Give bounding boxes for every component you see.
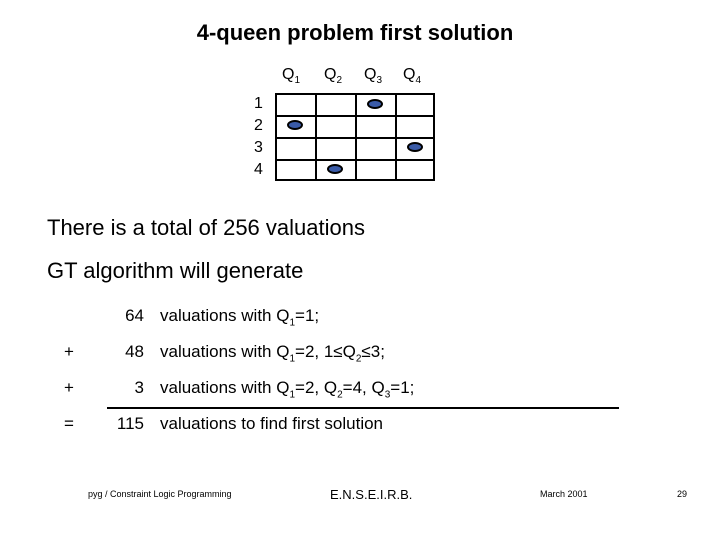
column-header-q1	[282, 66, 300, 86]
description-text: ≤3;	[361, 342, 385, 361]
description-text: valuations with Q	[160, 378, 290, 397]
column-header-label: Q	[403, 66, 416, 83]
grid-line	[277, 137, 433, 139]
subscript: 1	[289, 317, 296, 329]
valuation-count: 115	[116, 414, 144, 433]
valuation-description	[160, 342, 385, 364]
row-header-4: 4	[254, 161, 263, 178]
total-valuations-text: There is a total of 256 valuations	[47, 215, 365, 240]
column-header-subscript: 4	[415, 75, 422, 87]
description-text: =1;	[295, 306, 320, 325]
column-header-subscript: 3	[376, 75, 383, 87]
valuation-description	[160, 306, 319, 328]
column-header-subscript: 2	[336, 75, 343, 87]
description-text: =4, Q	[342, 378, 385, 397]
subscript: 1	[289, 353, 296, 365]
valuation-count: 64	[125, 306, 144, 325]
description-text: valuations to find first solution	[160, 414, 384, 433]
gt-algorithm-text: GT algorithm will generate	[47, 258, 304, 283]
valuation-count: 3	[134, 378, 144, 397]
description-text: =1;	[390, 378, 415, 397]
operator-symbol: +	[64, 378, 74, 397]
description-text: =2, Q	[295, 378, 338, 397]
row-header-1: 1	[254, 95, 263, 112]
description-text: =2, 1≤Q	[295, 342, 356, 361]
grid-line	[277, 159, 433, 161]
column-header-q4	[403, 66, 421, 86]
description-text: valuations with Q	[160, 306, 290, 325]
column-header-q2	[324, 66, 342, 86]
row-header-2: 2	[254, 117, 263, 134]
grid-line	[277, 115, 433, 117]
sum-rule-line	[107, 407, 619, 409]
valuation-description	[160, 378, 414, 400]
description-text: valuations with Q	[160, 342, 290, 361]
valuation-count: 48	[125, 342, 144, 361]
subscript: 1	[289, 389, 296, 401]
column-header-subscript: 1	[294, 75, 301, 87]
queen-marker	[287, 120, 303, 130]
subscript: 2	[337, 389, 343, 401]
row-header-3: 3	[254, 139, 263, 156]
footer-course: pyg / Constraint Logic Programming	[88, 489, 232, 499]
footer-date: March 2001	[540, 489, 588, 499]
column-header-q3	[364, 66, 382, 86]
column-header-label: Q	[282, 66, 295, 83]
column-header-label: Q	[324, 66, 337, 83]
footer-school: E.N.S.E.I.R.B.	[330, 487, 413, 502]
queen-marker	[367, 99, 383, 109]
subscript: 2	[355, 353, 362, 365]
column-header-label: Q	[364, 66, 377, 83]
page-number: 29	[677, 489, 688, 499]
queen-marker	[327, 164, 343, 174]
valuation-description	[160, 414, 383, 434]
operator-symbol: =	[64, 414, 74, 433]
subscript: 3	[384, 389, 391, 401]
chess-board	[275, 93, 435, 181]
queen-marker	[407, 142, 423, 152]
slide-title: 4-queen problem first solution	[196, 20, 514, 45]
operator-symbol: +	[64, 342, 74, 361]
